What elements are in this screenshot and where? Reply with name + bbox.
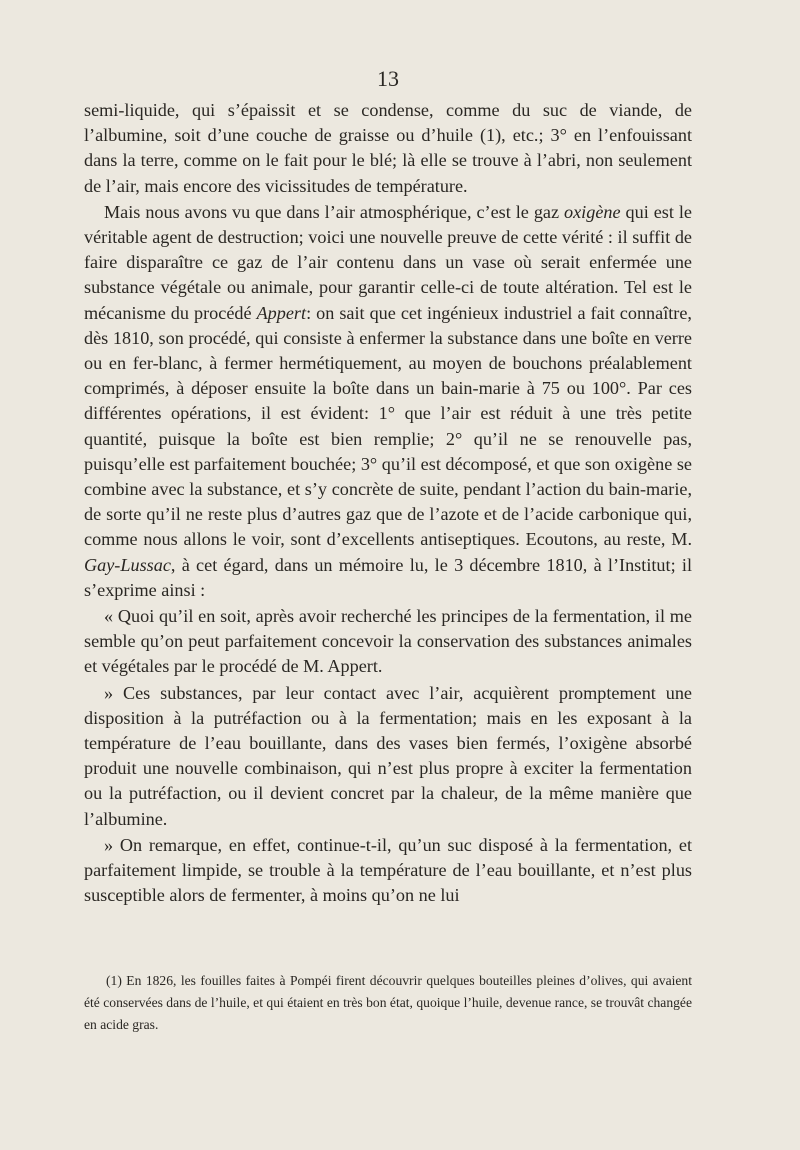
text-run: , à cet égard, dans un mémoire lu, le 3 décembre 1810, à l’Institut; il s’exprime ainsi : — [84, 554, 692, 600]
text-run: qui est le véritable agent de destruction; voici une nouvelle preuve de cette vérité : il suffit de faire disparaître ce gaz de l’air contenu dans un vase où serait enfermée une substance végétale ou animale, pour garantir celle-ci de toute altération. Tel est le mécanisme du procédé — [84, 201, 692, 323]
italic-term: Gay-Lussac — [84, 554, 171, 575]
text-run: « Quoi qu’il en soit, après avoir recherché les principes de la fermentation, il me semble qu’on peut parfaitement concevoir la conservation des substances animales et végétales par le procédé de M. Appert. — [84, 606, 692, 677]
paragraph-2 — [84, 200, 692, 603]
footnote-1: (1) En 1826, les fouilles faites à Pompéi firent découvrir quelques bouteilles pleines d’olives, qui avaient été conservées dans de l’huile, et qui étaient en très bon état, quoique l’huile, devenue rance, se trouvât changée en acide gras. — [84, 973, 692, 1032]
paragraph-4-quote — [84, 681, 692, 832]
text-run: semi-liquide, qui s’épaissit et se condense, comme du suc de viande, de l’albumine, soit d’une couche de graisse ou d’huile (1), etc.; 3° en l’enfouissant dans la terre, comme on le fait pour le blé; là elle se trouve à l’abri, non seulement de l’air, mais encore des vicissitudes de température. — [84, 100, 692, 196]
paragraph-1 — [84, 98, 692, 199]
footnotes — [84, 970, 692, 1036]
page-number: 13 — [377, 66, 399, 91]
body-text — [84, 98, 692, 909]
text-run: Mais nous avons vu que dans l’air atmosphérique, c’est le gaz — [104, 201, 565, 222]
italic-term: oxigène — [564, 201, 621, 222]
paragraph-3-quote — [84, 604, 692, 680]
text-run: : on sait que cet ingénieux industriel a fait connaître, dès 1810, son procédé, qui consiste à enfermer la substance dans une boîte en verre ou en fer-blanc, à fermer hermétiquement, au moyen de bouchons préalablement comprimés, à déposer ensuite la boîte dans un bain-marie à 75 ou 100°. Par ces différentes opérations, il est évident: 1° que l’air est réduit à une très petite quantité, puisque la boîte est bien remplie; 2° qu’il ne se renouvelle pas, puisqu’elle est parfaitement bouchée; 3° qu’il est décomposé, et que son oxigène se combine avec la substance, et s’y concrète de suite, pendant l’action du bain-marie, de sorte qu’il ne reste plus d’autres gaz que de l’azote et de l’acide carbonique qui, comme nous allons le voir, sont d’excellents antiseptiques. Ecoutons, au reste, M. — [84, 302, 692, 550]
text-run: » On remarque, en effet, continue-t-il, qu’un suc disposé à la fermentation, et parfaitement limpide, se trouble à la température de l’eau bouillante, et n’est plus susceptible alors de fermenter, à moins qu’on ne lui — [84, 834, 692, 906]
paragraph-5-quote — [84, 833, 692, 909]
text-run: » Ces substances, par leur contact avec l’air, acquièrent promptement une disposition à la putréfaction ou à la fermentation; mais en les exposant à la température de l’eau bouillante, dans des vases bien fermés, l’oxigène absorbé produit une nouvelle combinaison, qui n’est plus propre à exciter la fermentation ou la putréfaction, ou il devient concret par la chaleur, de la même manière que l’albumine. — [84, 682, 692, 829]
italic-term: Appert — [256, 302, 307, 323]
